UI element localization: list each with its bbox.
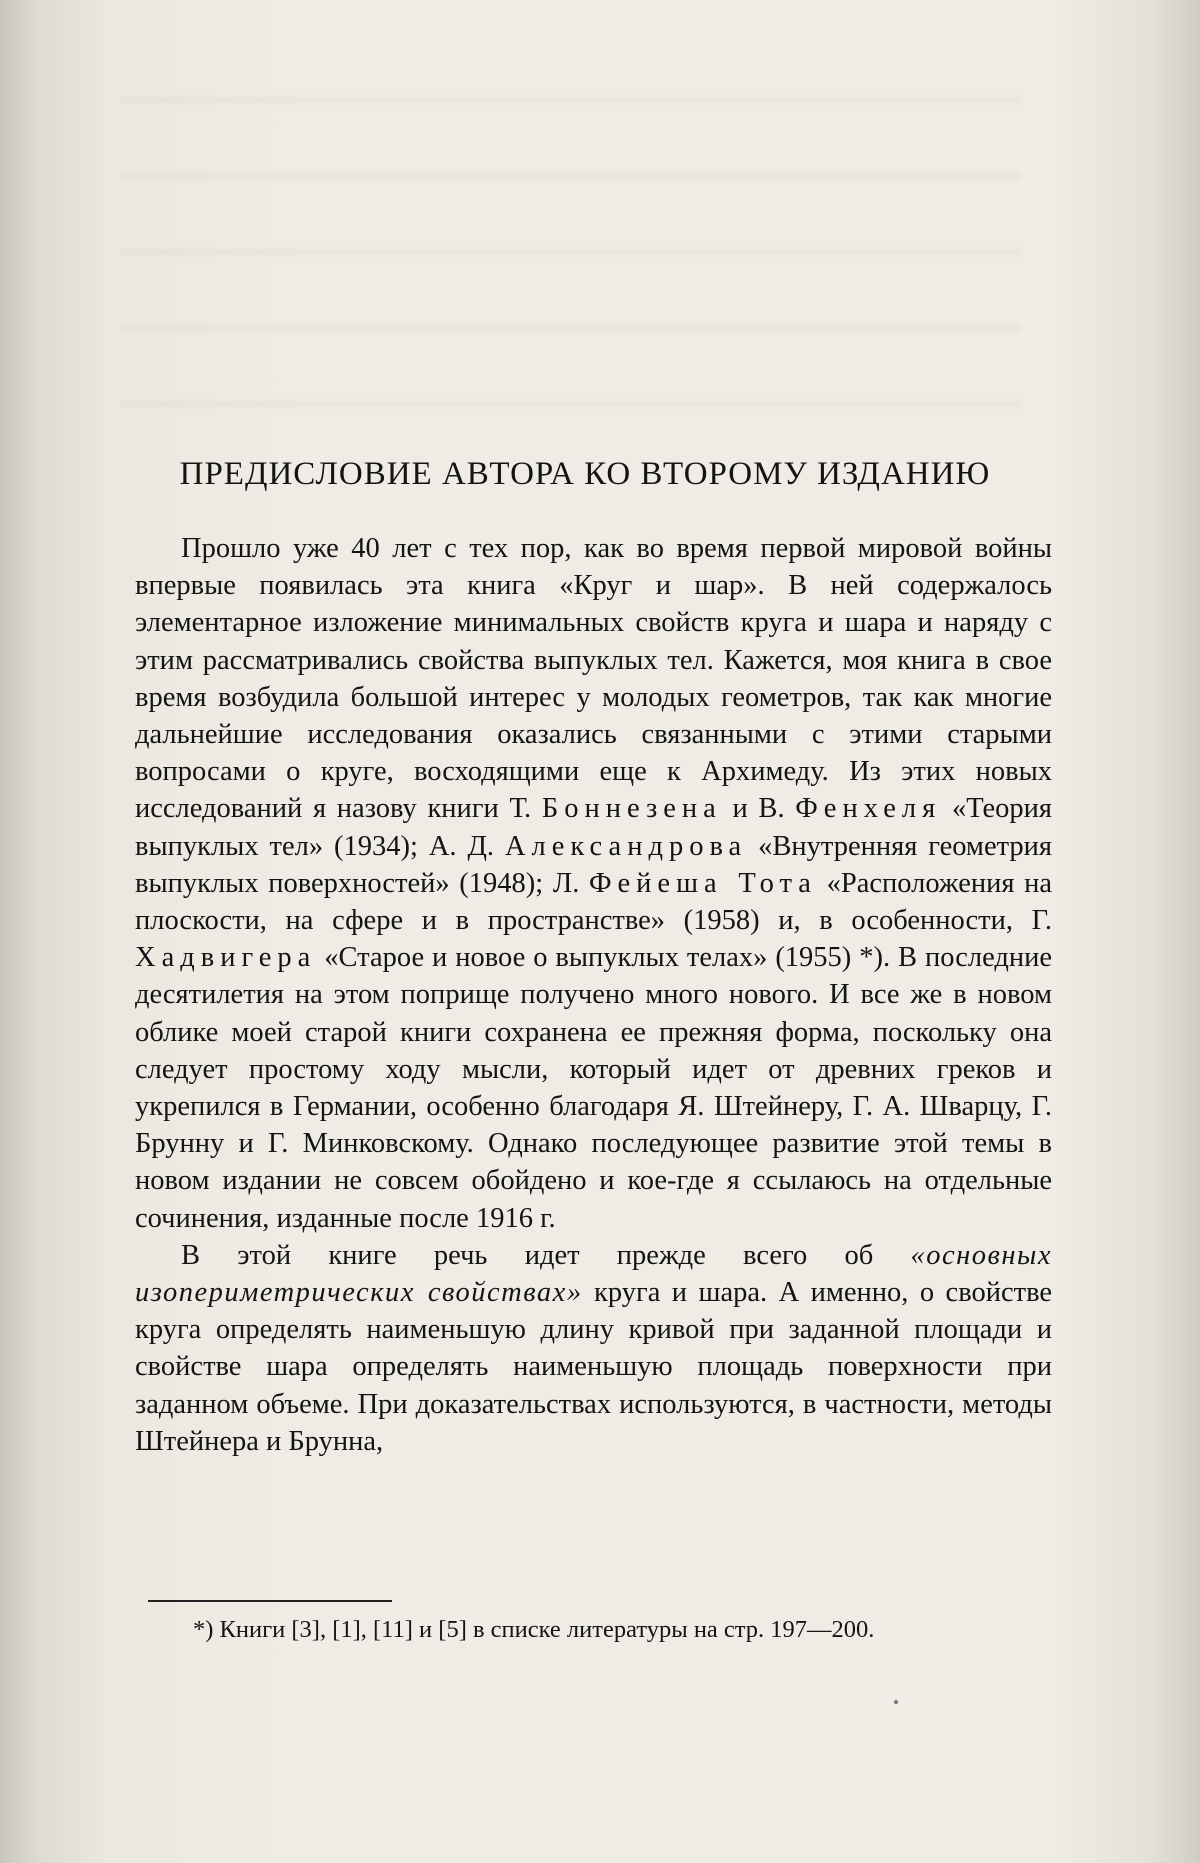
paragraph-1-rest: «Старое и новое о выпуклых телах» (1955) *). В последние десятилетия на этом поприще получено много нового. И все же в новом облике моей старой книги сохранена ее прежняя форма, поскольку она следует простому ходу мысли, который идет от древних греков и укрепился в Германии, особенно благодаря Я. Штейнеру, Г. А. Шварцу, Г. Брунну и Г. Минковскому. Однако последующее развитие этой темы в новом издании не совсем обойдено и кое-где я ссылаюсь на отдельные сочинения, изданные после 1916 г. bbox=[135, 942, 1053, 1234]
paragraph-1 bbox=[135, 530, 1052, 1237]
body-text bbox=[135, 530, 1052, 1460]
author-name: Хадвигера bbox=[135, 942, 317, 974]
footnote: *) Книги [3], [1], [11] и [5] в списке литературы на стр. 197—200. bbox=[193, 1616, 875, 1643]
footnote-divider bbox=[148, 1600, 392, 1602]
paragraph-1-work: «Внутренняя геометрия выпуклых поверхностей» (1948); Л. bbox=[135, 830, 1053, 899]
paragraph-1-work: «Теория выпуклых тел» (1934); А. Д. bbox=[135, 793, 1053, 862]
author-name: Фенхеля bbox=[795, 793, 942, 825]
author-name: Боннезена bbox=[541, 793, 722, 825]
paragraph-2-before: В этой книге речь идет прежде всего об bbox=[181, 1239, 874, 1271]
author-name: Фейеша Тота bbox=[589, 867, 817, 899]
emphasis-text: «основных изопериметрических свойствах» bbox=[135, 1239, 1052, 1309]
author-name: Александрова bbox=[504, 830, 748, 862]
paragraph-2 bbox=[135, 1237, 1052, 1460]
ink-speck bbox=[894, 1700, 898, 1704]
paragraph-2-after: круга и шара. А именно, о свойстве круга определять наименьшую длину кривой при заданной площади и свойстве шара определять наименьшую площадь поверхности при заданном объеме. При доказательствах используются, в частности, методы Штейнера и Брунна, bbox=[135, 1277, 1053, 1457]
paragraph-1-intro: Прошло уже 40 лет с тех пор, как во время первой мировой войны впервые появилась эта книга «Круг и шар». В ней содержалось элементарное изложение минимальных свойств круга и шара и наряду с этим рассматривались свойства выпуклых тел. Кажется, моя книга в свое время возбудила большой интерес у молодых геометров, так как многие дальнейшие исследования оказались связанными с этими старыми вопросами о круге, восходящими еще к Архимеду. Из этих новых исследований я назову книги Т. bbox=[135, 533, 1052, 825]
page-title: ПРЕДИСЛОВИЕ АВТОРА КО ВТОРОМУ ИЗДАНИЮ bbox=[179, 456, 991, 492]
show-through-background bbox=[120, 60, 1020, 420]
paragraph-1-joiner: и В. bbox=[732, 793, 785, 825]
paragraph-1-work: «Расположения на плоскости, на сфере и в пространстве» (1958) и, в особенности, Г. bbox=[135, 867, 1053, 937]
